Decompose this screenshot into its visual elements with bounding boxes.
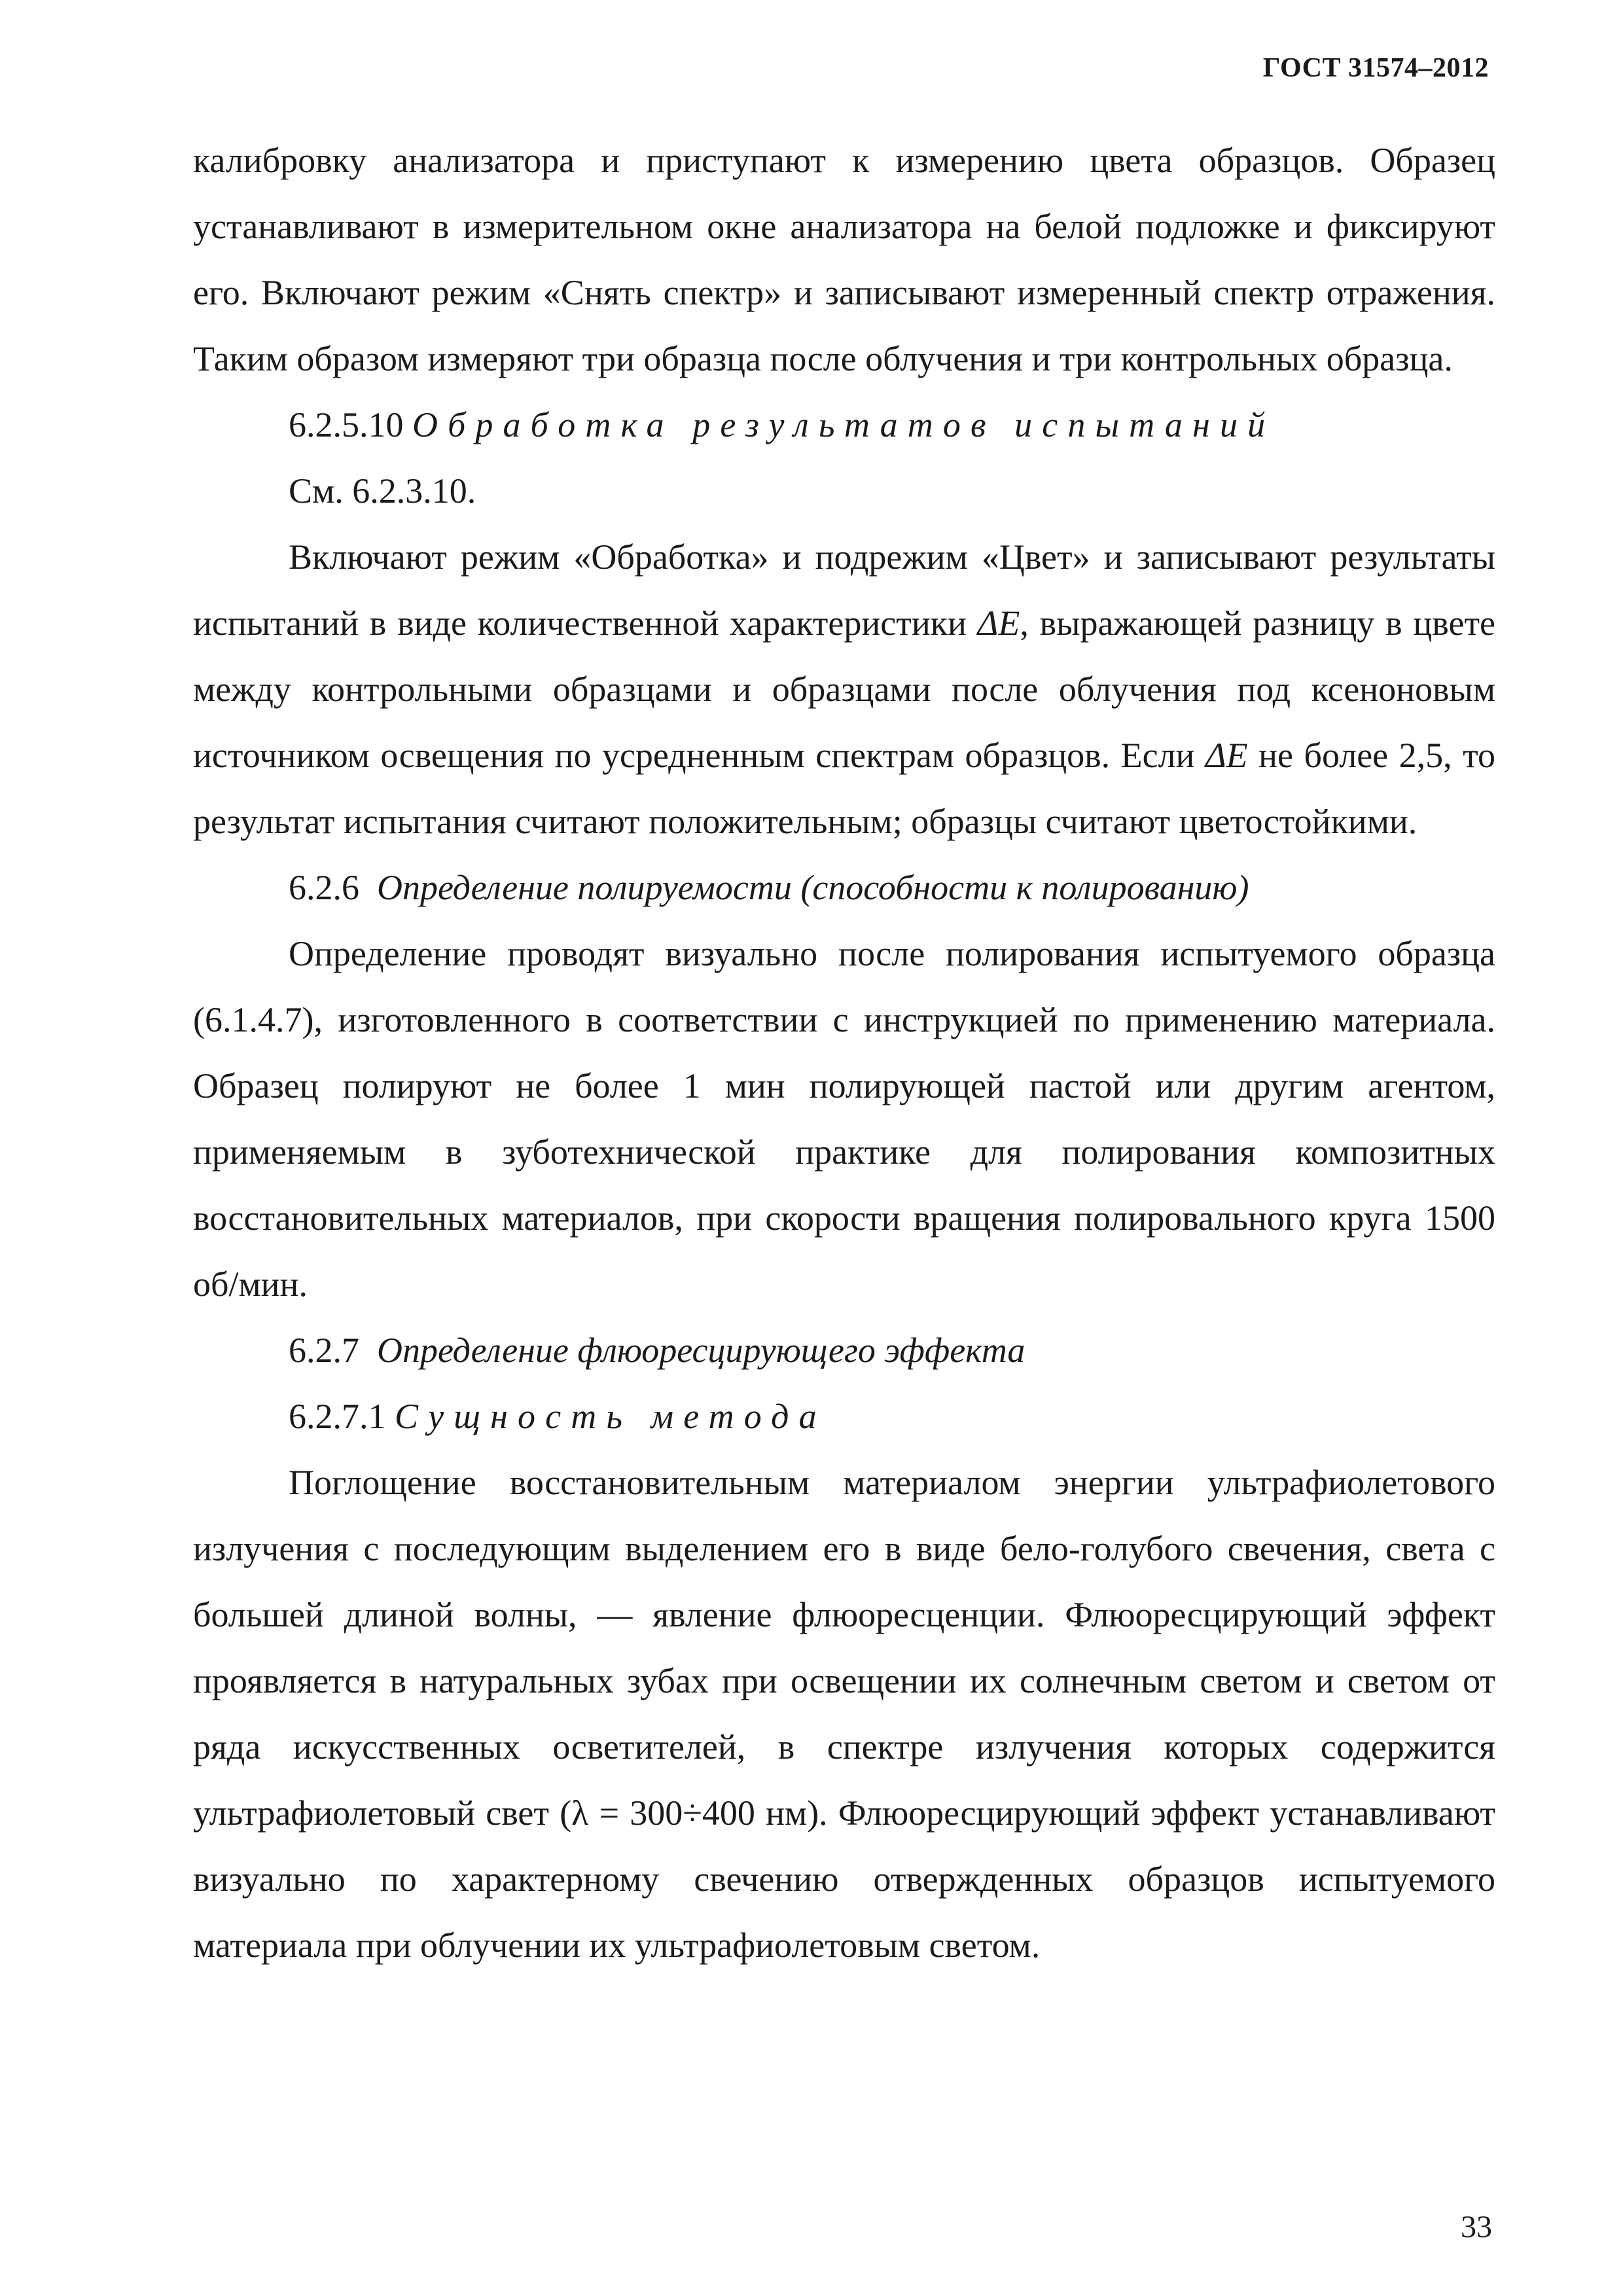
section-number: 6.2.7.1 (289, 1397, 386, 1436)
paragraph-calibration: калибровку анализатора и приступают к измерению цвета образцов. Образец устанавливают в измерительном окне анализатора на белой подложке и фиксируют его. Включают режим «Снять спектр» и записывают измеренный спектр отражения. Таким образом измеряют три образца после облучения и три контрольных образца. (193, 141, 1495, 378)
document-body (193, 128, 1495, 1979)
page-number: 33 (1461, 2210, 1492, 2244)
section-heading: Определение полируемости (способности к полированию) (377, 868, 1249, 907)
text-segment: не более 2,5, то результат испытания считают положительным; образцы считают цветостойкими. (193, 736, 1495, 841)
section-6-2-6 (193, 855, 1495, 921)
paragraph-reference: См. 6.2.3.10. (289, 471, 476, 511)
section-number: 6.2.5.10 (289, 405, 404, 444)
section-heading: Сущность метода (395, 1397, 827, 1436)
section-6-2-5-10 (193, 392, 1495, 458)
delta-e-symbol: ΔE (1205, 736, 1248, 775)
delta-e-symbol: ΔE (977, 603, 1020, 643)
section-heading: Обработка результатов испытаний (412, 405, 1275, 444)
section-number: 6.2.7 (289, 1331, 359, 1370)
document-standard-id: ГОСТ 31574–2012 (1262, 53, 1489, 83)
section-6-2-7-1 (193, 1384, 1495, 1450)
text-segment: , выражающей разницу в цвете между контрольными образцами и образцами после облучения под ксеноновым источником освещения по усредненным спектрам образцов. Если (193, 603, 1496, 775)
section-number: 6.2.6 (289, 868, 359, 907)
paragraph-polishing: Определение проводят визуально после полирования испытуемого образца (6.1.4.7), изготовленного в соответствии с инструкцией по применению материала. Образец полируют не более 1 мин полирующей пастой или другим агентом, применяемым в зуботехнической практике для полирования композитных восстановительных материалов, при скорости вращения полировального круга 1500 об/мин. (193, 934, 1495, 1304)
paragraph-processing (193, 524, 1495, 855)
section-heading: Определение флюоресцирующего эффекта (377, 1331, 1026, 1370)
paragraph-fluorescence: Поглощение восстановительным материалом энергии ультрафиолетового излучения с последующим выделением его в виде бело-голубого свечения, света с большей длиной волны, — явление флюоресценции. Флюоресцирующий эффект проявляется в натуральных зубах при освещении их солнечным светом и светом от ряда искусственных осветителей, в спектре излучения которых содержится ультрафиолетовый свет (λ = 300÷400 нм). Флюоресцирующий эффект устанавливают визуально по характерному свечению отвержденных образцов испытуемого материала при облучении их ультрафиолетовым светом. (193, 1463, 1495, 1965)
section-6-2-7 (193, 1318, 1495, 1384)
text-segment: Включают режим «Обработка» и подрежим «Цвет» и записывают результаты испытаний в виде количественной характеристики (193, 537, 1495, 643)
